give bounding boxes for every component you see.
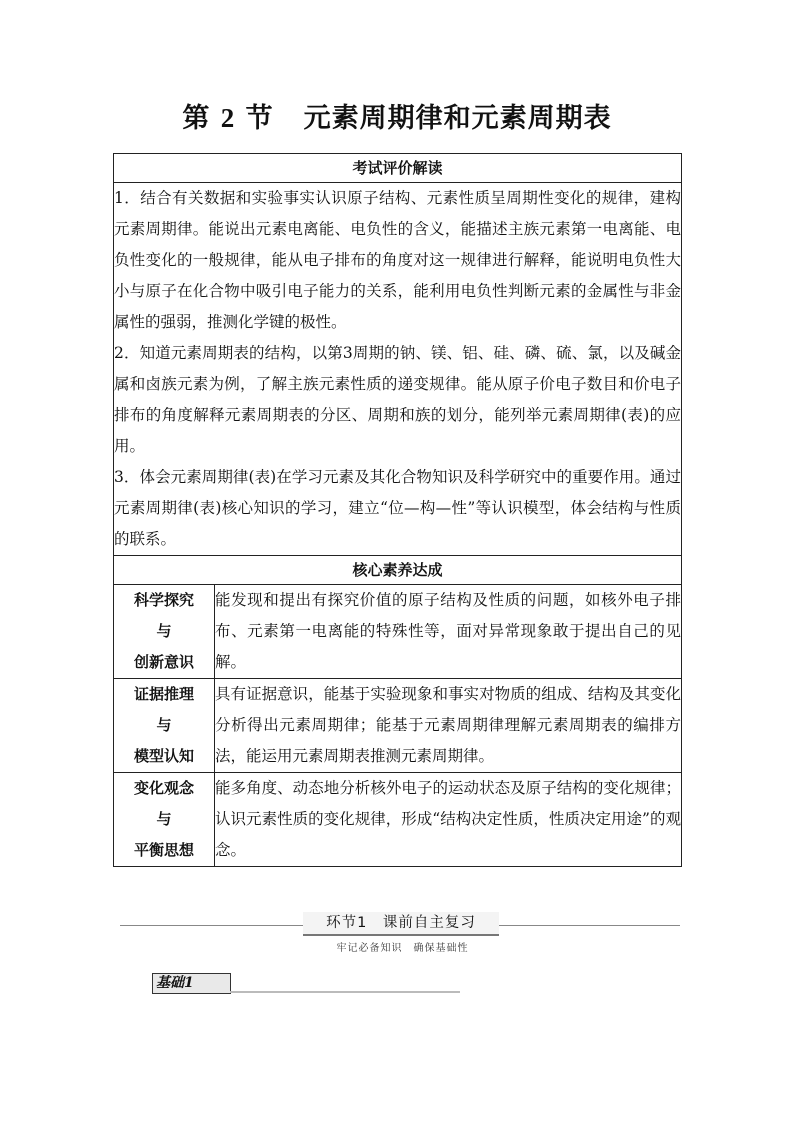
literacy-text: 具有证据意识，能基于实验现象和事实对物质的组成、结构及其变化分析得出元素周期律；能基于元素周期律理解元素周期表的编排方法，能运用元素周期表推测元素周期律。 [215,679,682,773]
literacy-label: 证据推理 与 模型认知 [114,679,215,773]
banner-rule-right [492,925,680,926]
core-literacy-header: 核心素养达成 [114,556,682,585]
literacy-row [114,585,682,679]
page-title: 第 2 节 元素周期律和元素周期表 [182,103,612,134]
exam-reading-item: 1．结合有关数据和实验事实认识原子结构、元素性质呈周期性变化的规律，建构元素周期律。能说出元素电离能、电负性的含义，能描述主族元素第一电离能、电负性变化的一般规律，能从电子排布的角度对这一规律进行解释，能说明电负性大小与原子在化合物中吸引电子能力的关系，能利用电负性判断元素的金属性与非金属性的强弱，推测化学键的极性。 [114,189,681,331]
section-tag [152,973,462,995]
banner-rule-left [120,925,310,926]
literacy-row [114,773,682,867]
section-banner [120,912,680,972]
exam-reading-item: 3．体会元素周期律(表)在学习元素及其化合物知识及科学研究中的重要作用。通过元素周期律(表)核心知识的学习，建立“位—构—性”等认识模型，体会结构与性质的联系。 [114,468,681,548]
exam-reading-item: 2．知道元素周期表的结构，以第3周期的钠、镁、铝、硅、磷、硫、氯，以及碱金属和卤族元素为例，了解主族元素性质的递变规律。能从原子价电子数目和价电子排布的角度解释元素周期表的分区、周期和族的划分，能列举元素周期律(表)的应用。 [114,344,681,455]
literacy-label: 科学探究 与 创新意识 [114,585,215,679]
literacy-row [114,679,682,773]
section-tag-rule [230,991,460,993]
banner-title: 环节1 课前自主复习 [303,912,499,936]
objectives-table [113,153,682,867]
exam-reading-body [114,183,682,556]
section-tag-label: 基础1 [152,973,231,994]
literacy-label: 变化观念 与 平衡思想 [114,773,215,867]
literacy-text: 能多角度、动态地分析核外电子的运动状态及原子结构的变化规律；认识元素性质的变化规律，形成“结构决定性质，性质决定用途”的观念。 [215,773,682,867]
exam-reading-header: 考试评价解读 [114,154,682,183]
literacy-text: 能发现和提出有探究价值的原子结构及性质的问题，如核外电子排布、元素第一电离能的特殊性等，面对异常现象敢于提出自己的见解。 [215,585,682,679]
banner-subtitle: 牢记必备知识 确保基础性 [336,943,469,954]
